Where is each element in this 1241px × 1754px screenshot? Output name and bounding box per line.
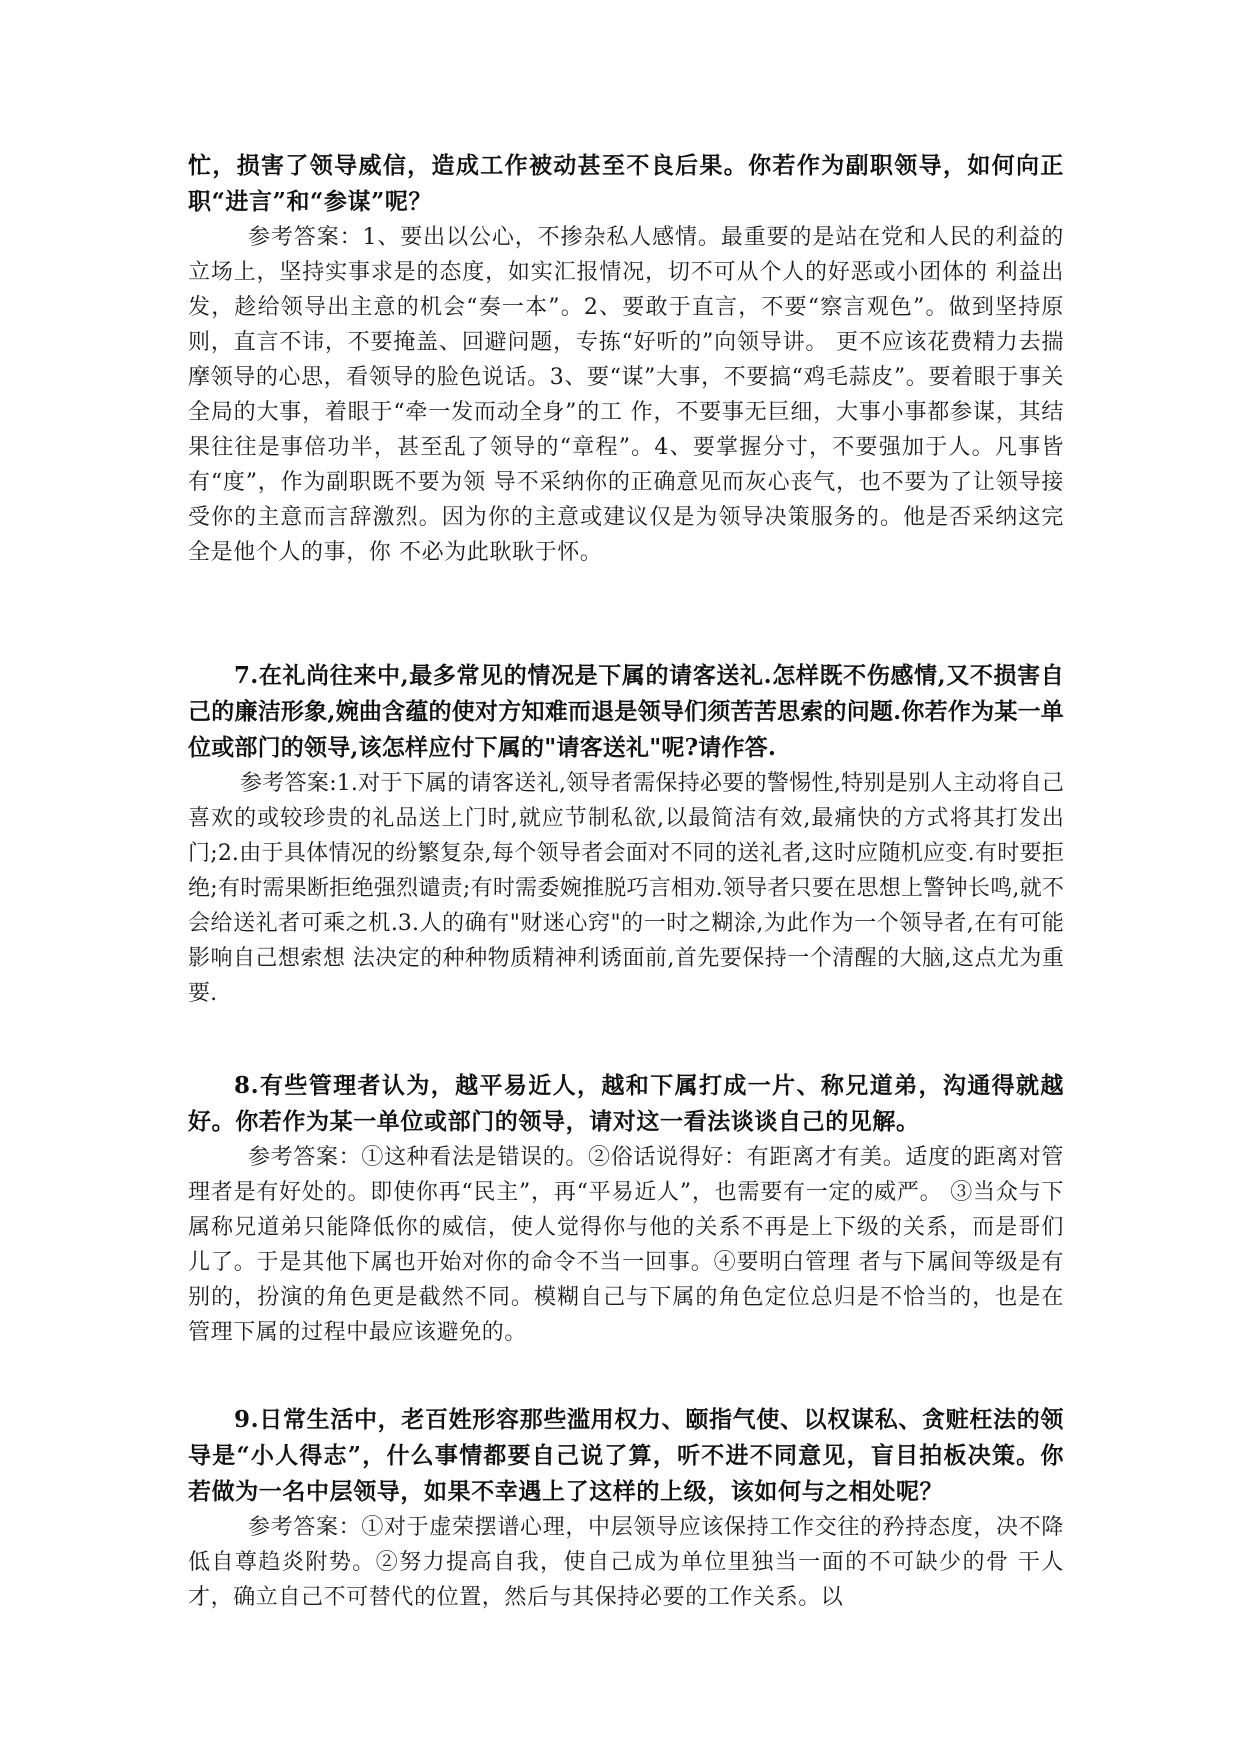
spacer [188, 1350, 1064, 1402]
question-8: 8.有些管理者认为，越平易近人，越和下属打成一片、称兄道弟，沟通得就越好。你若作为某一单位或部门的领导，请对这一看法谈谈自己的见解。 [188, 1072, 1064, 1135]
question-7: 7.在礼尚往来中,最多常见的情况是下属的请客送礼.怎样既不伤感情,又不损害自己的廉洁形象,婉曲含蕴的使对方知难而退是领导们须苦苦思索的问题.你若作为某一单位或部门的领导,该怎样应付下属的"请客送礼"呢?请作答. [188, 662, 1064, 761]
section-8 [188, 1068, 1064, 1350]
section-7 [188, 658, 1064, 1011]
spacer [188, 1011, 1064, 1068]
document-page [188, 148, 1064, 1615]
spacer [188, 570, 1064, 658]
answer-6: 参考答案：1、要出以公心，不掺杂私人感情。最重要的是站在党和人民的利益的立场上，坚持实事求是的态度，如实汇报情况，切不可从个人的好恶或小团体的 利益出发，趁给领导出主意的机会“奏一本”。2、要敢于直言，不要“察言观色”。做到坚持原则，直言不讳，不要掩盖、回避问题，专拣“好听的”向领导讲。 更不应该花费精力去揣摩领导的心思，看领导的脸色说话。3、要“谋”大事，不要搞“鸡毛蒜皮”。要着眼于事关全局的大事，着眼于“牵一发而动全身”的工 作，不要事无巨细，大事小事都参谋，其结果往往是事倍功半，甚至乱了领导的“章程”。4、要掌握分寸，不要强加于人。凡事皆有“度”，作为副职既不要为领 导不采纳你的正确意见而灰心丧气，也不要为了让领导接受你的主意而言辞激烈。因为你的主意或建议仅是为领导决策服务的。他是否采纳这完全是他个人的事，你 不必为此耿耿于怀。 [188, 225, 1064, 565]
question-9: 9.日常生活中，老百姓形容那些滥用权力、颐指气使、以权谋私、贪赃枉法的领导是“小人得志”，什么事情都要自己说了算，听不进不同意见，盲目拍板决策。你若做为一名中层领导，如果不幸遇上了这样的上级，该如何与之相处呢？ [188, 1406, 1064, 1505]
answer-9: 参考答案：①对于虚荣摆谱心理，中层领导应该保持工作交往的矜持态度，决不降低自尊趋炎附势。②努力提高自我，使自己成为单位里独当一面的不可缺少的骨 干人才，确立自己不可替代的位置，然后与其保持必要的工作关系。以 [188, 1515, 1064, 1610]
question-6-continued: 忙，损害了领导威信，造成工作被动甚至不良后果。你若作为副职领导，如何向正职“进言”和“参谋”呢？ [188, 152, 1064, 215]
answer-8: 参考答案：①这种看法是错误的。②俗话说得好：有距离才有美。适度的距离对管理者是有好处的。即使你再“民主”，再“平易近人”，也需要有一定的威严。 ③当众与下属称兄道弟只能降低你的威信，使人觉得你与他的关系不再是上下级的关系，而是哥们儿了。于是其他下属也开始对你的命令不当一回事。④要明白管理 者与下属间等级是有别的，扮演的角色更是截然不同。模糊自己与下属的角色定位总归是不恰当的，也是在管理下属的过程中最应该避免的。 [188, 1145, 1064, 1345]
section-6-continued [188, 148, 1064, 570]
answer-7: 参考答案:1.对于下属的请客送礼,领导者需保持必要的警惕性,特别是别人主动将自己喜欢的或较珍贵的礼品送上门时,就应节制私欲,以最简洁有效,最痛快的方式将其打发出门;2.由于具体情况的纷繁复杂,每个领导者会面对不同的送礼者,这时应随机应变.有时要拒绝;有时需果断拒绝强烈谴责;有时需委婉推脱巧言相劝.领导者只要在思想上警钟长鸣,就不会给送礼者可乘之机.3.人的确有"财迷心窍"的一时之糊涂,为此作为一个领导者,在有可能影响自己想索想 法决定的种种物质精神利诱面前,首先要保持一个清醒的大脑,这点尤为重要. [188, 771, 1064, 1006]
section-9 [188, 1402, 1064, 1615]
